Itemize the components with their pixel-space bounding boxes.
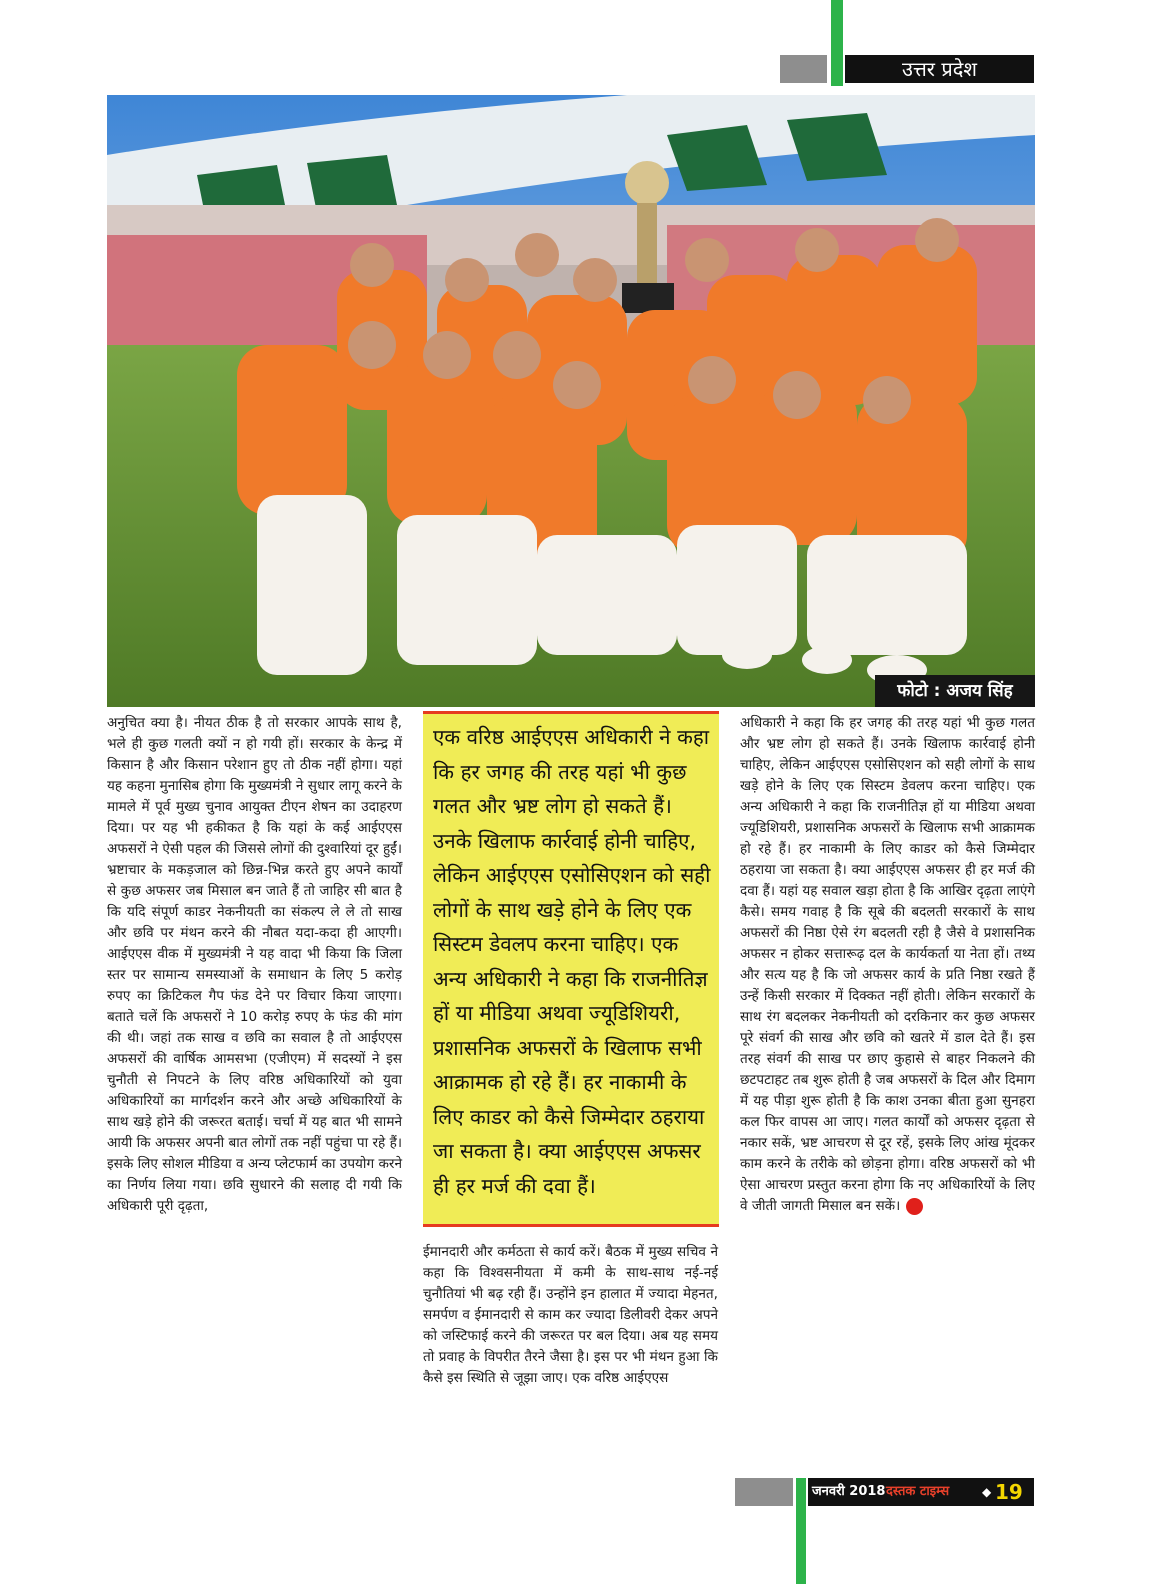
header-green-bar bbox=[831, 0, 843, 86]
column-3-text: अधिकारी ने कहा कि हर जगह की तरह यहां भी कुछ गलत और भ्रष्ट लोग हो सकते हैं। उनके खिलाफ कार्रवाई होनी चाहिए, लेकिन आईएएस एसोसिएशन को सही लोगों के साथ खड़े होने के लिए एक सिस्टम डेवलप करना चाहिए। एक अन्य अधिकारी ने कहा कि राजनीतिज्ञ हों या मीडिया अथवा ज्यूडिशियरी, प्रशासनिक अफसरों के खिलाफ सभी आक्रामक हो रहे हैं। हर नाकामी के लिए काडर को कैसे जिम्मेदार ठहराया जा सकता है। क्या आईएएस अफसर ही हर मर्ज की दवा हैं। यहां यह सवाल खड़ा होता है कि आखिर दृढ़ता लाएंगे कैसे। समय गवाह है कि सूबे की बदलती सरकारों के साथ अफसरों की निष्ठा ऐसे रंग बदलती रही है जैसे वे प्रशासनिक अफसर न होकर सत्तारूढ़ दल के कार्यकर्ता या नेता हों। तथ्य और सत्य यह है कि जो अफसर कार्य के प्रति निष्ठा रखते हैं उन्हें किसी सरकार में दिक्कत नहीं होती। लेकिन सरकारों के साथ रंग बदलकर नेकनीयती को दरकिनार कर कुछ अफसर पूरे संवर्ग की साख और छवि को खतरे में डाल देते हैं। इस तरह संवर्ग की साख पर छाए कुहासे से बाहर निकलने की छटपटाहट तब शुरू होती है जब अफसरों के दिल और दिमाग में यह पीड़ा शुरू होती है कि काश उनका बीता हुआ सुनहरा कल फिर वापस आ जाए। गलत कार्यों को अफसर दृढ़ता से नकार सकें, भ्रष्ट आचरण से दूर रहें, इसके लिए आंख मूंदकर काम करने के तरीके को छोड़ना होगा। वरिष्ठ अफसरों को भी ऐसा आचरण प्रस्तुत करना होगा कि नए अधिकारियों के लिए वे जीती जागती मिसाल बन सकें। bbox=[740, 715, 1035, 1214]
footer-green-bar bbox=[796, 1478, 806, 1584]
magazine-name: दस्तक टाइम्स bbox=[886, 1484, 950, 1499]
section-title: उत्तर प्रदेश bbox=[902, 57, 977, 81]
issue-date: जनवरी 2018 bbox=[812, 1484, 886, 1499]
page-number: 19 bbox=[995, 1480, 1023, 1504]
column-2-text: ईमानदारी और कर्मठता से कार्य करें। बैठक में मुख्य सचिव ने कहा कि विश्वसनीयता में कमी के साथ-साथ नई-नई चुनौतियां भी बढ़ रही हैं। उन्होंने इन हालात में ज्यादा मेहनत, समर्पण व ईमानदारी से काम कर ज्यादा डिलीवरी देकर अपने को जस्टिफाई करने की जरूरत पर बल दिया। अब यह समय तो प्रवाह के विपरीत तैरने जैसा है। इस पर भी मंथन हुआ कि कैसे इस स्थिति से जूझा जाए। एक वरिष्ठ आईएएस bbox=[423, 1244, 718, 1386]
column-1-text: अनुचित क्या है। नीयत ठीक है तो सरकार आपके साथ है, भले ही कुछ गलती क्यों न हो गयी हों। सरकार के केन्द्र में किसान है और किसान परेशान हुए तो ठीक नहीं होगा। यहां यह कहना मुनासिब होगा कि मुख्यमंत्री ने सुधार लागू करने के मामले में पूर्व मुख्य चुनाव आयुक्त टीएन शेषन का उदाहरण दिया। पर यह भी हकीकत है कि यहां के कई आईएएस अफसरों ने ऐसी पहल की जिससे लोगों की दुश्वारियां दूर हुईं। भ्रष्टाचार के मकड़जाल को छिन्न-भिन्न करते हुए अपने कार्यों से कुछ अफसर जब मिसाल बन जाते हैं तो जाहिर सी बात है कि यदि संपूर्ण काडर नेकनीयती का संकल्प ले ले तो साख और छवि पर मंथन करने की नौबत यदा-कदा ही आएगी। आईएएस वीक में मुख्यमंत्री ने यह वादा भी किया कि जिला स्तर पर सामान्य समस्याओं के समाधान के लिए 5 करोड़ रुपए का क्रिटिकल गैप फंड देने पर विचार किया जाएगा। बताते चलें कि अफसरों ने 10 करोड़ रुपए के फंड की मांग की थी। जहां तक साख व छवि का सवाल है तो आईएएस अफसरों की वार्षिक आमसभा (एजीएम) में सदस्यों ने इस चुनौती से निपटने के लिए वरिष्ठ अधिकारियों को युवा अधिकारियों का मार्गदर्शन करने और अच्छे अधिकारियों के साथ खड़े होने की जरूरत बताई। चर्चा में यह बात भी सामने आयी कि अफसर अपनी बात लोगों तक नहीं पहुंचा पा रहे हैं। इसके लिए सोशल मीडिया व अन्य प्लेटफार्म का उपयोग करने का निर्णय लिया गया। छवि सुधारने की सलाह दी गयी कि अधिकारी पूरी दृढ़ता, bbox=[107, 715, 402, 1214]
team-photo-illustration bbox=[107, 95, 1035, 707]
pull-quote-bottom-rule bbox=[423, 1224, 719, 1227]
footer-grey-block bbox=[735, 1478, 793, 1506]
photo-credit: फोटो : अजय सिंह bbox=[897, 681, 1013, 701]
team-photo bbox=[107, 95, 1035, 707]
article-column-3 bbox=[740, 713, 1035, 1217]
pull-quote-top-rule bbox=[423, 711, 719, 714]
article-column-2 bbox=[423, 1242, 718, 1389]
end-of-article-dot-icon bbox=[906, 1198, 923, 1215]
pull-quote-text: एक वरिष्ठ आईएएस अधिकारी ने कहा कि हर जगह की तरह यहां भी कुछ गलत और भ्रष्ट लोग हो सकते हैं। उनके खिलाफ कार्रवाई होनी चाहिए, लेकिन आईएएस एसोसिएशन को सही लोगों के साथ खड़े होने के लिए एक सिस्टम डेवलप करना चाहिए। एक अन्य अधिकारी ने कहा कि राजनीतिज्ञ हों या मीडिया अथवा ज्यूडिशियरी, प्रशासनिक अफसरों के खिलाफ सभी आक्रामक हो रहे हैं। हर नाकामी के लिए काडर को कैसे जिम्मेदार ठहराया जा सकता है। क्या आईएएस अफसर ही हर मर्ज की दवा हैं। bbox=[433, 725, 711, 1198]
article-column-1 bbox=[107, 713, 402, 1217]
header-grey-block bbox=[780, 55, 827, 83]
footer-separator: ◆ bbox=[982, 1485, 992, 1499]
